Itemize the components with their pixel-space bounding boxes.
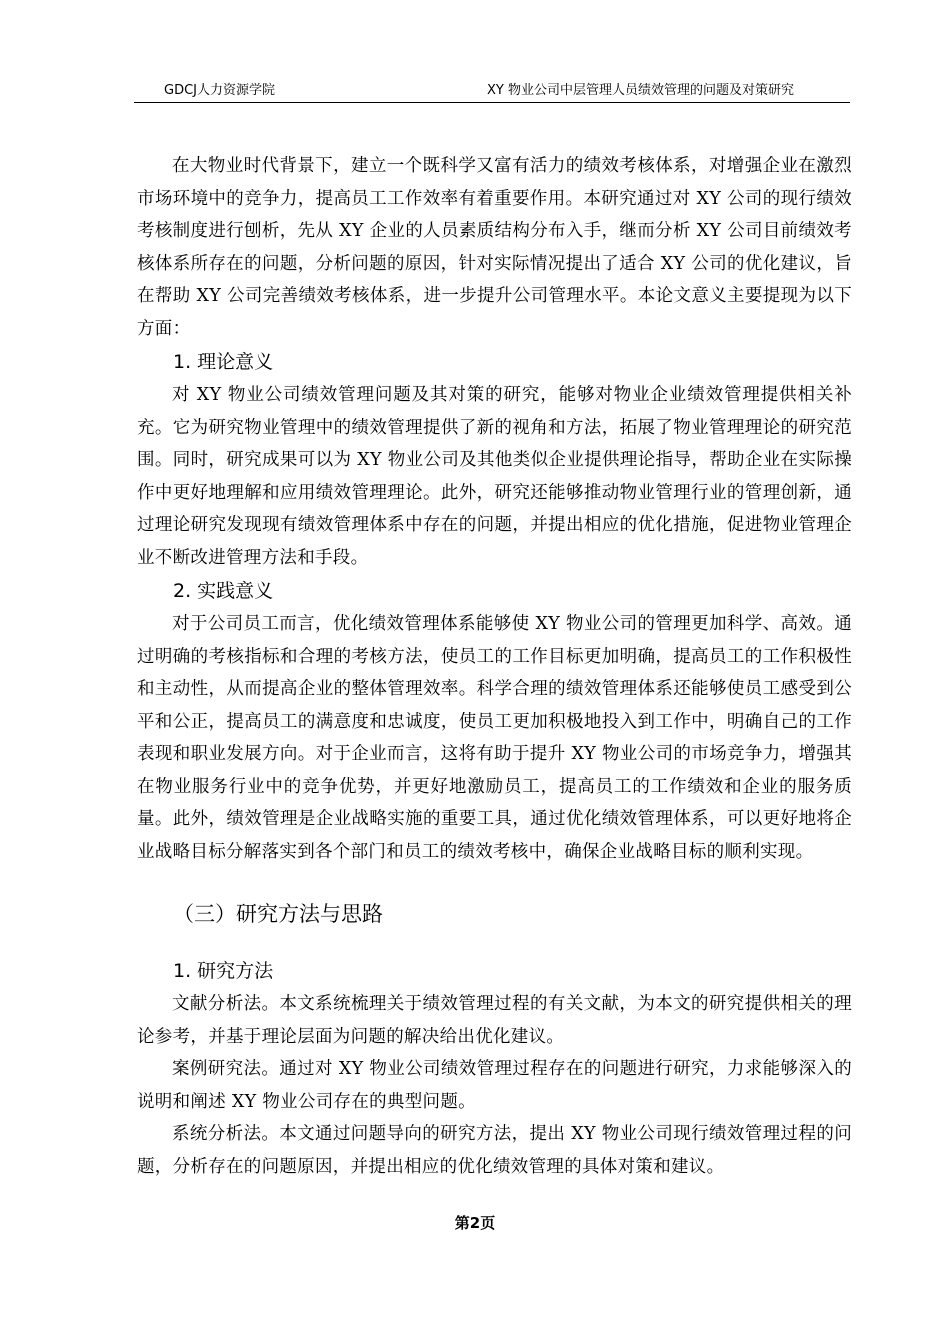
- theory-paragraph: 对 XY 物业公司绩效管理问题及其对策的研究，能够对物业企业绩效管理提供相关补充。它为研究物业管理中的绩效管理提供了新的视角和方法，拓展了物业管理理论的研究范围。同时，研究成果可以为 XY 物业公司及其他类似企业提供理论指导，帮助企业在实际操作中更好地理解和应用绩效管理理论。此外，研究还能够推动物业管理行业的管理创新，通过理论研究发现现有绩效管理体系中存在的问题，并提出相应的优化措施，促进物业管理企业不断改进管理方法和手段。: [137, 385, 852, 568]
- method-literature-paragraph: 文献分析法。本文系统梳理关于绩效管理过程的有关文献，为本文的研究提供相关的理论参考，并基于理论层面为问题的解决给出优化建议。: [137, 994, 852, 1047]
- subheading-research-method: 1. 研究方法: [173, 960, 274, 982]
- header-school: GDCJ人力资源学院: [164, 83, 275, 98]
- header-title: XY 物业公司中层管理人员绩效管理的问题及对策研究: [487, 83, 794, 98]
- method-case-paragraph: 案例研究法。通过对 XY 物业公司绩效管理过程存在的问题进行研究，力求能够深入的说明和阐述 XY 物业公司存在的典型问题。: [137, 1059, 852, 1112]
- subheading-practice: 2. 实践意义: [173, 580, 274, 602]
- intro-paragraph: 在大物业时代背景下，建立一个既科学又富有活力的绩效考核体系，对增强企业在激烈市场环境中的竞争力，提高员工工作效率有着重要作用。本研究通过对 XY 公司的现行绩效考核制度进行刨析，先从 XY 企业的人员素质结构分布入手，继而分析 XY 公司目前绩效考核体系所存在的问题，分析问题的原因，针对实际情况提出了适合 XY 公司的优化建议，旨在帮助 XY 公司完善绩效考核体系，进一步提升公司管理水平。本论文意义主要提现为以下方面：: [137, 156, 852, 339]
- practice-paragraph: 对于公司员工而言，优化绩效管理体系能够使 XY 物业公司的管理更加科学、高效。通过明确的考核指标和合理的考核方法，使员工的工作目标更加明确，提高员工的工作积极性和主动性，从而提高企业的整体管理效率。科学合理的绩效管理体系还能够使员工感受到公平和公正，提高员工的满意度和忠诚度，使员工更加积极地投入到工作中，明确自己的工作表现和职业发展方向。对于企业而言，这将有助于提升 XY 物业公司的市场竞争力，增强其在物业服务行业中的竞争优势，并更好地激励员工，提高员工的工作绩效和企业的服务质量。此外，绩效管理是企业战略实施的重要工具，通过优化绩效管理体系，可以更好地将企业战略目标分解落实到各个部门和员工的绩效考核中，确保企业战略目标的顺利实现。: [137, 614, 852, 862]
- page-number: 第2页: [454, 1214, 496, 1232]
- page-header: [134, 76, 850, 103]
- section-heading-methods: （三）研究方法与思路: [173, 902, 383, 926]
- subheading-theory: 1. 理论意义: [173, 351, 274, 373]
- page-body: [137, 150, 852, 1183]
- method-system-paragraph: 系统分析法。本文通过问题导向的研究方法，提出 XY 物业公司现行绩效管理过程的问题，分析存在的问题原因，并提出相应的优化绩效管理的具体对策和建议。: [137, 1124, 852, 1177]
